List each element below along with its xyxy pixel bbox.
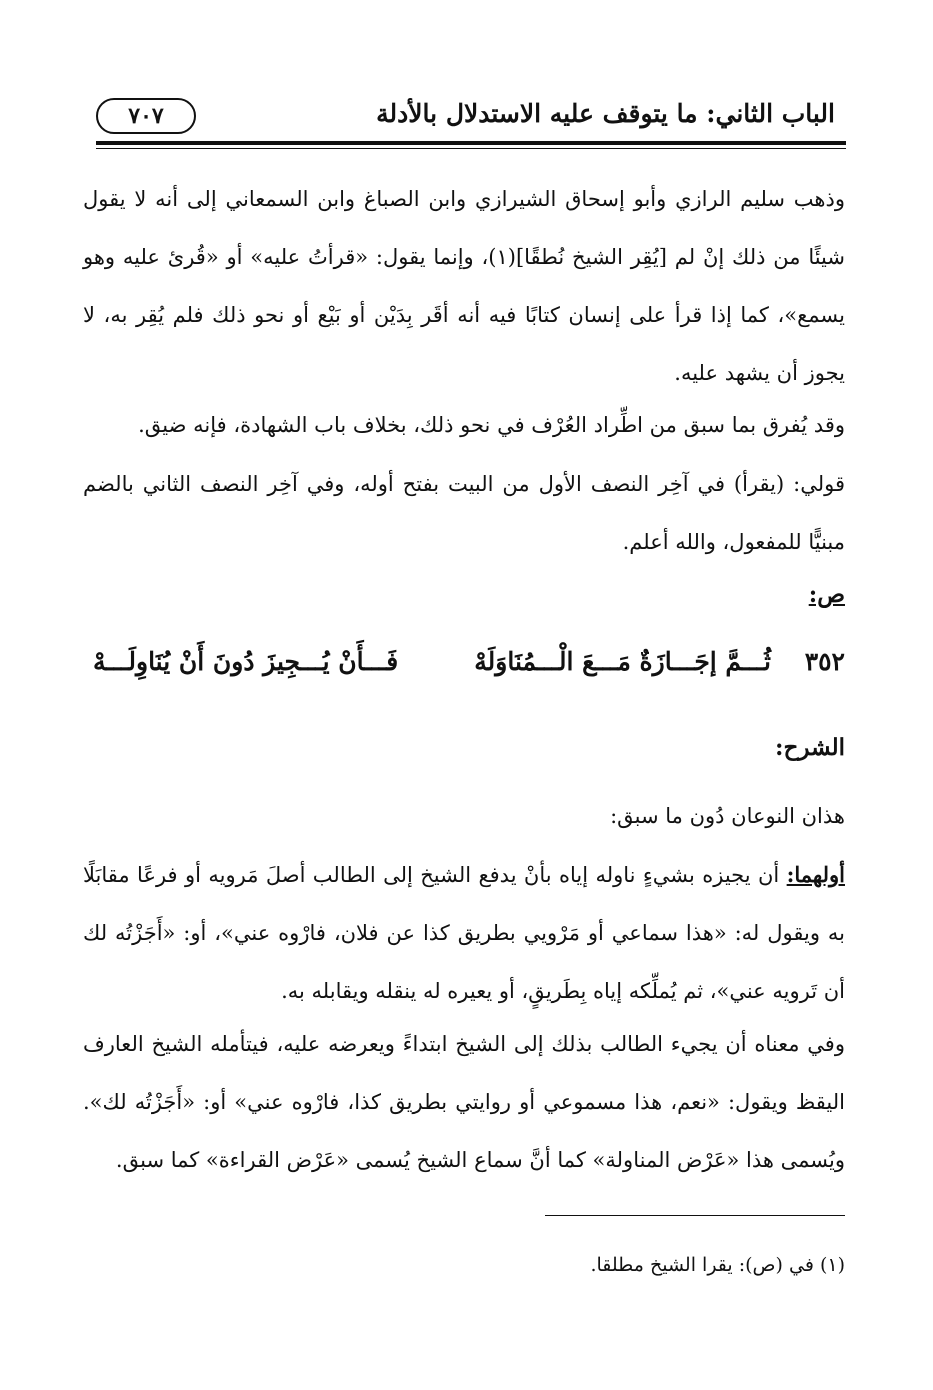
footnote-1: (١) في (ص): يقرا الشيخ مطلقا.: [590, 1254, 845, 1276]
paragraph-6: وفي معناه أن يجيء الطالب بذلك إلى الشيخ ابتداءً ويعرضه عليه، فيتأمله الشيخ العارف اليقظ ويقول: «نعم، هذا مسموعي أو روايتي بطريق كذا، فارْوه عني» أو: «أَجَزْتُه لك». ويُسمى هذا «عَرْض المناولة» كما أنَّ سماع الشيخ يُسمى «عَرْض القراءة» كما سبق.: [83, 1032, 845, 1172]
footnote-separator: [545, 1215, 845, 1216]
paragraph-4: هذان النوعان دُون ما سبق:: [610, 804, 845, 828]
commentary-label: الشرح:: [775, 734, 845, 761]
verse-line: [83, 634, 845, 690]
header-rule-thick: [96, 141, 846, 145]
paragraph-3: قولي: (يقرأ) في آخِر النصف الأول من البيت بفتح أوله، وفي آخِر النصف الثاني بالضم مبنيًّا للمفعول، والله أعلم.: [83, 472, 845, 554]
paragraph-5: [83, 846, 845, 1020]
verse-second-hemistich: فَـــأَنْ يُـــجِيزَ دُونَ أَنْ يُنَاوِلَـــهْ: [93, 647, 399, 676]
page-number: ٧٠٧: [96, 98, 196, 134]
header-rule-thin: [96, 148, 846, 149]
verse-number: ٣٥٢: [804, 647, 845, 676]
text-label: ص:: [808, 581, 845, 608]
verse-first-hemistich: ثُـــمَّ إجَـــازَةٌ مَـــعَ الْـــمُنَاوَلَهْ: [474, 647, 771, 676]
running-head-title: الباب الثاني: ما يتوقف عليه الاستدلال بالأدلة: [376, 99, 835, 128]
paragraph-5-lead: أولهما:: [786, 862, 845, 887]
paragraph-2: وقد يُفرق بما سبق من اطِّراد العُرْف في نحو ذلك، بخلاف باب الشهادة، فإنه ضيق.: [138, 413, 845, 437]
paragraph-5-text: أن يجيزه بشيءٍ ناوله إياه بأنْ يدفع الشيخ إلى الطالب أصلَ مَرويه أو فرعًا مقابَلًا به ويقول له: «هذا سماعي أو مَرْويي بطريق كذا عن فلان، فارْوه عني»، أو: «أَجَزْتُه لك أن تَرويه عني»، ثم يُملِّكه إياه بِطَريقٍ، أو يعيره له ينقله ويقابله به.: [83, 863, 845, 1003]
paragraph-1: وذهب سليم الرازي وأبو إسحاق الشيرازي وابن الصباغ وابن السمعاني إلى أنه لا يقول شيئًا من ذلك إنْ لم [يُقِر الشيخ نُطقًا](١)، وإنما يقول: «قرأتُ عليه» أو «قُرئ عليه وهو يسمع»، كما إذا قرأ على إنسان كتابًا فيه أنه أقَر بِدَيْن أو بَيْع أو نحو ذلك فلم يُقِر به، لا يجوز أن يشهد عليه.: [83, 187, 845, 385]
